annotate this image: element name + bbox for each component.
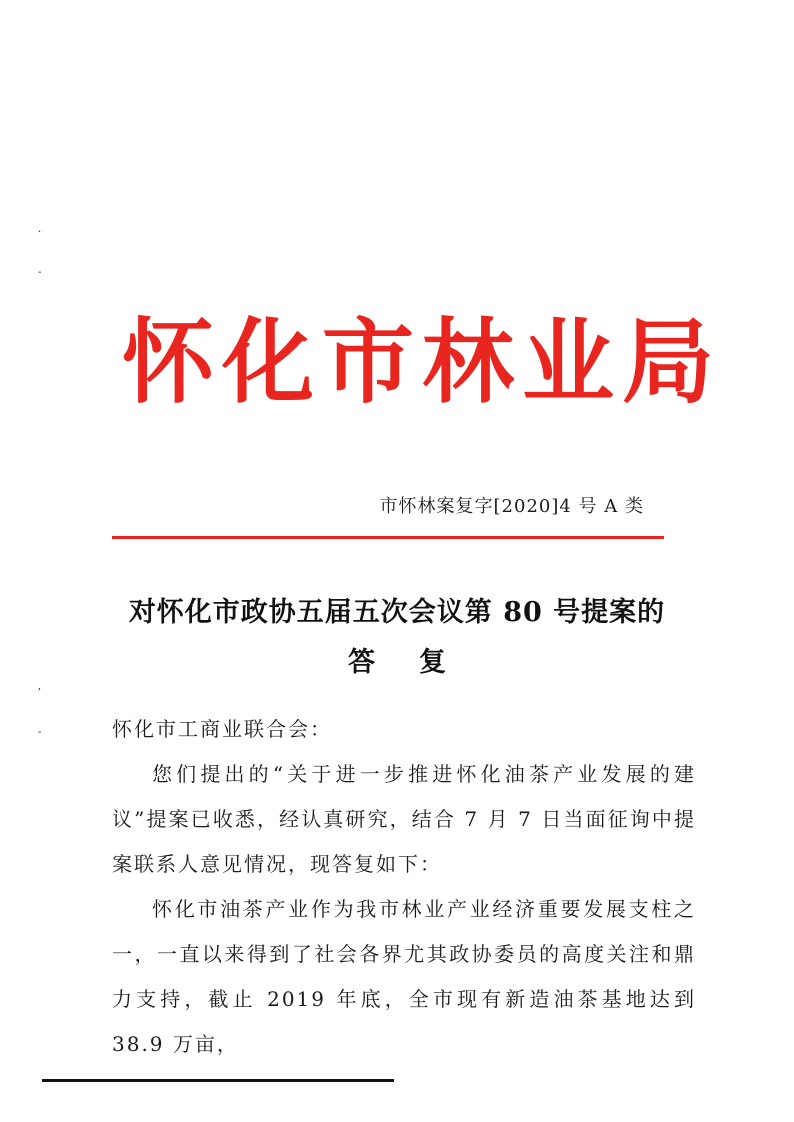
paragraph-text: 您们提出的“关于进一步推进怀化油茶产业发展的建议”提案已收悉，经认真研究，结合 7 月 7 日当面征询中提案联系人意见情况，现答复如下： [112, 762, 696, 876]
scan-edge-line [42, 1079, 394, 1082]
margin-mark: - [38, 267, 42, 278]
document-title: 对怀化市政协五届五次会议第 80 号提案的 [128, 597, 666, 628]
margin-mark: - [38, 727, 42, 738]
agency-letterhead: 怀化市林业局 [122, 309, 723, 416]
body-paragraph [112, 887, 696, 1067]
salutation: 怀化市工商业联合会： [112, 717, 332, 741]
body-paragraph [112, 752, 696, 887]
document-title-reply: 答复 [348, 647, 490, 678]
margin-mark: · [38, 227, 42, 238]
paragraph-text: 怀化市油茶产业作为我市林业产业经济重要发展支柱之一，一直以来得到了社会各界尤其政协委员的高度关注和鼎力支持，截止 2019 年底，全市现有新造油茶基地达到 38.9 万亩， [112, 897, 696, 1056]
margin-mark: , [38, 681, 42, 692]
document-number: 市怀林案复字[2020]4 号 A 类 [379, 496, 644, 517]
letterhead-red-divider [112, 536, 664, 539]
